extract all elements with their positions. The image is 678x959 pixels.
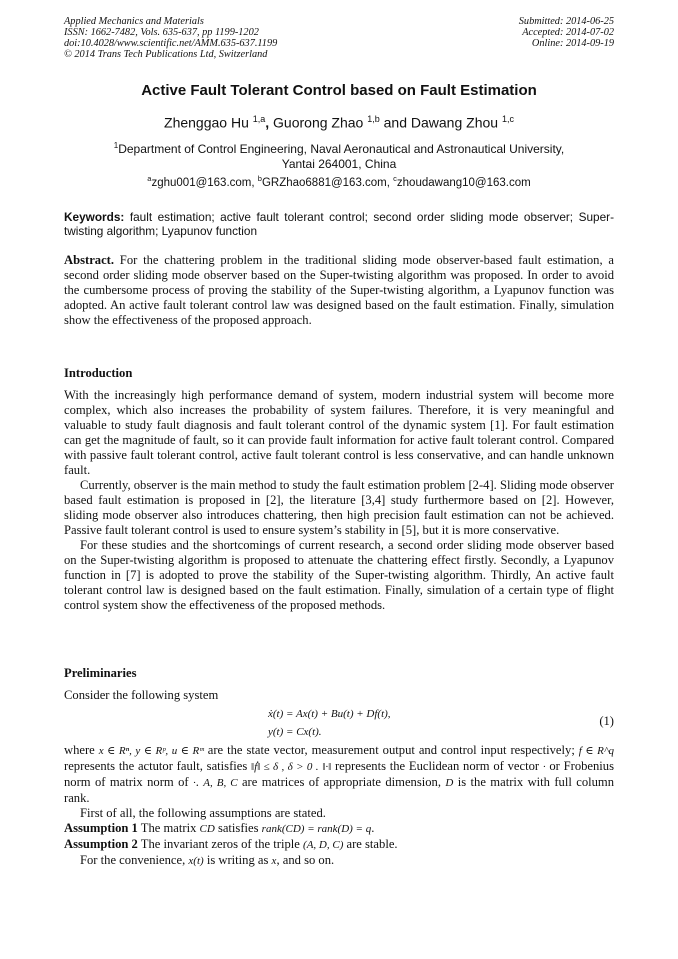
author-name: Guorong Zhao bbox=[273, 114, 364, 131]
author-emails bbox=[0, 174, 678, 189]
date-online: Online: 2014-09-19 bbox=[531, 38, 614, 49]
text-run: is the matrix with full column rank. bbox=[64, 775, 615, 805]
math-inline: · bbox=[542, 761, 546, 773]
paragraph: With the increasingly high performance demand of system, modern industrial system will become more complex, which also increases the probability of system failures. Therefore, it is very meaningful and valuable to study fault diagnosis and fault tolerant control of the dynamic system [1]. For fault estimation can get the magnitude of fault, so it can provide fault information for active fault tolerant control. Compared with passive fault tolerant control, active fault tolerant control is less conservative, and can handle unknown fault. bbox=[64, 388, 614, 477]
text-run: are stable. bbox=[343, 837, 398, 851]
text-run: The invariant zeros of the triple bbox=[137, 837, 304, 851]
affiliation-line: Yantai 264001, China bbox=[281, 156, 397, 171]
author-name: Dawang Zhou bbox=[410, 114, 499, 131]
math-inline: ‖ḟ‖ ≤ δ , δ > 0 . bbox=[251, 761, 319, 773]
author-affiliation-mark: 1,b bbox=[367, 114, 380, 124]
date-submitted: Submitted: 2014-06-25 bbox=[518, 16, 614, 27]
affiliation bbox=[0, 139, 678, 171]
abstract-text: For the chattering problem in the traditional sliding mode observer-based fault estimation, a second order sliding mode observer based on the Super-twisting algorithm was proposed. In order to avoid the cumbersome process of proving the stability of the Super-twisting algorithm, a Lyapunov function was adopted. An active fault tolerant control law was designed based on the fault estimation. Finally, simulation show the effectiveness of the proposed approach. bbox=[64, 253, 614, 327]
math-inline: · bbox=[192, 777, 196, 789]
journal-copyright: © 2014 Trans Tech Publications Ltd, Switzerland bbox=[64, 49, 268, 60]
affiliation-mark: 1 bbox=[113, 141, 119, 150]
assumption-label: Assumption 2 bbox=[64, 837, 138, 851]
journal-issn: ISSN: 1662-7482, Vols. 635-637, pp 1199-1202 bbox=[64, 27, 259, 38]
text-run: . bbox=[195, 775, 204, 789]
introduction-body bbox=[64, 388, 614, 613]
math-inline: x ∈ Rⁿ, y ∈ Rᵖ, u ∈ Rᵐ bbox=[98, 745, 204, 757]
keywords bbox=[64, 210, 614, 238]
abstract-label: Abstract. bbox=[64, 253, 115, 267]
math-inline: x bbox=[271, 855, 277, 867]
email-address[interactable]: zghu001@163.com bbox=[151, 176, 252, 189]
email-mark: b bbox=[257, 174, 262, 183]
text-run: is writing as bbox=[203, 853, 272, 867]
submission-dates bbox=[519, 16, 614, 49]
abstract bbox=[64, 253, 614, 328]
assumption-label: Assumption 1 bbox=[64, 821, 138, 835]
text-run: represents the Euclidean norm of vector bbox=[331, 759, 543, 773]
math-inline: x(t) bbox=[188, 855, 204, 867]
text-run: represents the actutor fault, satisfies bbox=[64, 759, 252, 773]
email-address[interactable]: zhoudawang10@163.com bbox=[396, 176, 531, 189]
paragraph bbox=[64, 743, 614, 806]
equation-output: y(t) = Cx(t). bbox=[268, 726, 322, 738]
equation-number: (1) bbox=[599, 714, 614, 728]
section-heading-preliminaries: Preliminaries bbox=[64, 666, 137, 680]
section-heading-introduction: Introduction bbox=[64, 366, 133, 380]
math-inline: CD bbox=[199, 823, 215, 835]
email-separator: , bbox=[251, 176, 258, 189]
text-run: satisfies bbox=[214, 821, 262, 835]
text-run: or Frobenius norm of matrix norm of bbox=[64, 759, 614, 789]
math-inline: ‖·‖ bbox=[322, 761, 332, 773]
paragraph: Consider the following system bbox=[64, 688, 219, 702]
equation-state: ẋ(t) = Ax(t) + Bu(t) + Df(t), bbox=[268, 708, 391, 720]
journal-name: Applied Mechanics and Materials bbox=[64, 16, 204, 27]
text-run: , and so on. bbox=[276, 853, 335, 867]
keywords-text: fault estimation; active fault tolerant control; second order sliding mode observer; Super-twisting algorithm; Lyapunov function bbox=[64, 210, 614, 238]
math-inline: rank(CD) = rank(D) = q bbox=[261, 823, 372, 835]
text-run: . bbox=[371, 821, 375, 835]
email-address[interactable]: GRZhao6881@163.com bbox=[261, 176, 387, 189]
author-affiliation-mark: 1,a bbox=[252, 114, 266, 124]
author-list bbox=[0, 114, 678, 131]
text-run: The matrix bbox=[137, 821, 200, 835]
email-mark: c bbox=[393, 174, 397, 183]
author-name: Zhenggao Hu bbox=[164, 114, 249, 131]
paragraph: Currently, observer is the main method to study the fault estimation problem [2-4]. Sliding mode observer based fault estimation is proposed in [2], the literature [3,4] study furthermore based on [2]. However, sliding mode observer also introduces chattering, then high precision fault estimation can not be achieved. Passive fault tolerant control is used to ensure system’s stability in [5], but it is more conservative. bbox=[64, 478, 614, 537]
math-inline: f ∈ R^q bbox=[578, 745, 614, 757]
assumption-2 bbox=[64, 837, 614, 853]
journal-doi: doi:10.4028/www.scientific.net/AMM.635-637.1199 bbox=[64, 38, 278, 49]
text-run: are the state vector, measurement output and control input respectively; bbox=[203, 743, 579, 757]
text-run: where bbox=[64, 743, 99, 757]
date-accepted: Accepted: 2014-07-02 bbox=[522, 27, 614, 38]
journal-info bbox=[64, 16, 277, 60]
email-mark: a bbox=[147, 174, 152, 183]
preliminaries-intro bbox=[64, 688, 614, 703]
assumption-1 bbox=[64, 821, 614, 837]
paper-title: Active Fault Tolerant Control based on Fault Estimation bbox=[141, 82, 537, 99]
preliminaries-body bbox=[64, 743, 614, 869]
keywords-label: Keywords: bbox=[64, 210, 125, 224]
paragraph: For these studies and the shortcomings of current research, a second order sliding mode observer based on the Super-twisting algorithm is proposed to attenuate the chattering effect firstly. Secondly, a Lyapunov function in [7] is adopted to prove the stability of the Super-twisting algorithm. Thirdly, An active fault tolerant control law is designed based on the fault estimation. Finally, simulation of a certain type of flight control system show the effectiveness of the proposed methods. bbox=[64, 538, 614, 612]
email-separator: , bbox=[386, 176, 394, 189]
text-run: are matrices of appropriate dimension, bbox=[237, 775, 446, 789]
paragraph bbox=[64, 853, 614, 869]
paragraph: First of all, the following assumptions are stated. bbox=[80, 806, 326, 820]
math-inline: D bbox=[445, 777, 454, 789]
author-separator: and bbox=[379, 114, 411, 131]
author-affiliation-mark: 1,c bbox=[501, 114, 514, 124]
author-separator: , bbox=[265, 114, 274, 131]
math-inline: A, B, C bbox=[203, 777, 238, 789]
affiliation-line: Department of Control Engineering, Naval Aeronautical and Astronautical University, bbox=[118, 142, 565, 156]
text-run: For the convenience, bbox=[80, 853, 189, 867]
math-inline: (A, D, C) bbox=[303, 839, 344, 851]
